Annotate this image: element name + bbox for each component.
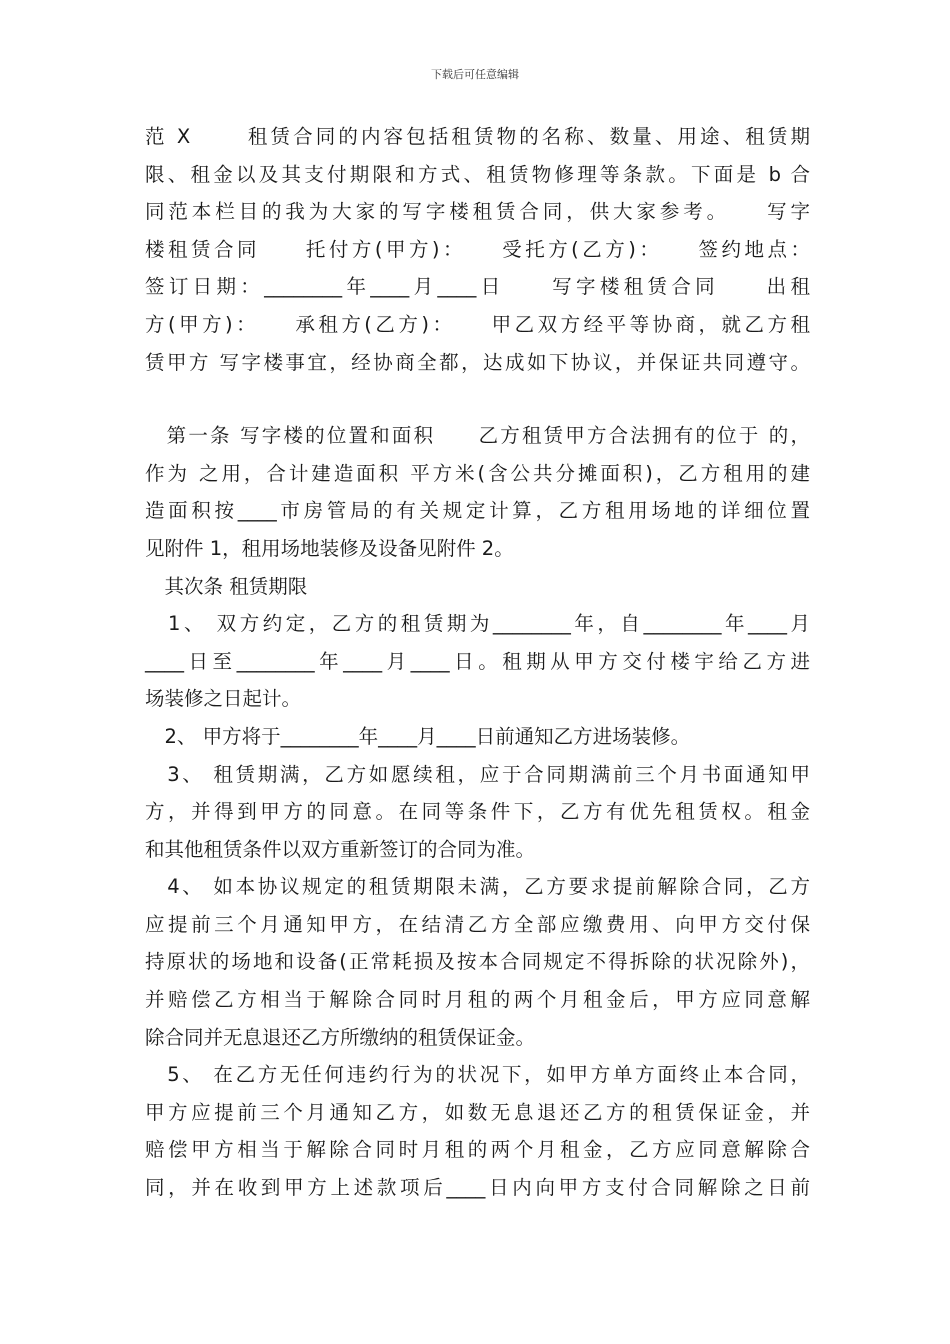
text-line: 并赔偿乙方相当于解除合同时月租的两个月租金后，甲方应同意解 (145, 988, 810, 1012)
text-line: 方，并得到甲方的同意。在同等条件下，乙方有优先租赁权。租金 (145, 800, 810, 824)
text-line: 作为 之用，合计建造面积 平方米(含公共分摊面积)，乙方租用的建 (145, 461, 810, 485)
text-line: 同范本栏目的我为大家的写字楼租赁合同，供大家参考。 写字 (145, 200, 810, 224)
text-line: 签订日期：________年____月____日 写字楼租赁合同 出租 (145, 275, 810, 299)
text-line: 应提前三个月通知甲方，在结清乙方全部应缴费用、向甲方交付保 (145, 912, 810, 936)
text-line: 见附件 1，租用场地装修及设备见附件 2。 (145, 536, 514, 560)
text-line: 5、 在乙方无任何违约行为的状况下，如甲方单方面终止本合同， (145, 1063, 810, 1087)
article-2-section (145, 568, 810, 1207)
text-line: 1、 双方约定，乙方的租赁期为________年，自________年____月 (145, 612, 810, 636)
text-line: 同，并在收到甲方上述款项后____日内向甲方支付合同解除之日前 (145, 1176, 810, 1200)
text-line: 3、 租赁期满，乙方如愿续租，应于合同期满前三个月书面通知甲 (145, 762, 810, 786)
document-body (145, 118, 810, 1207)
article-1-paragraph (145, 417, 810, 567)
text-line: 赁甲方 写字楼事宜，经协商全都，达成如下协议，并保证共同遵守。 (145, 350, 810, 374)
paragraph-gap (145, 381, 810, 417)
text-line: 甲方应提前三个月通知乙方，如数无息退还乙方的租赁保证金，并 (145, 1100, 810, 1124)
intro-paragraph (145, 118, 810, 381)
text-line: 范 X 租赁合同的内容包括租赁物的名称、数量、用途、租赁期 (145, 125, 810, 148)
text-line: 2、 甲方将于________年____月____日前通知乙方进场装修。 (145, 724, 691, 748)
text-line: ____日至________年____月____日。租期从甲方交付楼宇给乙方进 (145, 649, 810, 673)
text-line: 方(甲方)： 承租方(乙方)： 甲乙双方经平等协商，就乙方租 (145, 312, 810, 336)
text-line: 和其他租赁条件以双方重新签订的合同为准。 (145, 837, 536, 861)
text-line: 4、 如本协议规定的租赁期限未满，乙方要求提前解除合同，乙方 (145, 875, 810, 899)
text-line: 场装修之日起计。 (145, 687, 302, 711)
text-line: 第一条 写字楼的位置和面积 乙方租赁甲方合法拥有的位于 的， (145, 424, 810, 448)
page-header-note: 下载后可任意编辑 (431, 68, 519, 81)
text-line: 赔偿甲方相当于解除合同时月租的两个月租金，乙方应同意解除合 (145, 1138, 810, 1162)
article-2-title: 其次条 租赁期限 (145, 574, 308, 598)
text-line: 除合同并无息退还乙方所缴纳的租赁保证金。 (145, 1025, 536, 1049)
text-line: 持原状的场地和设备(正常耗损及按本合同规定不得拆除的状况除外)， (145, 950, 810, 974)
text-line: 楼租赁合同 托付方(甲方)： 受托方(乙方)： 签约地点： (145, 237, 810, 261)
text-line: 造面积按____市房管局的有关规定计算，乙方租用场地的详细位置 (145, 499, 810, 523)
text-line: 限、租金以及其支付期限和方式、租赁物修理等条款。下面是 b 合 (145, 162, 810, 186)
